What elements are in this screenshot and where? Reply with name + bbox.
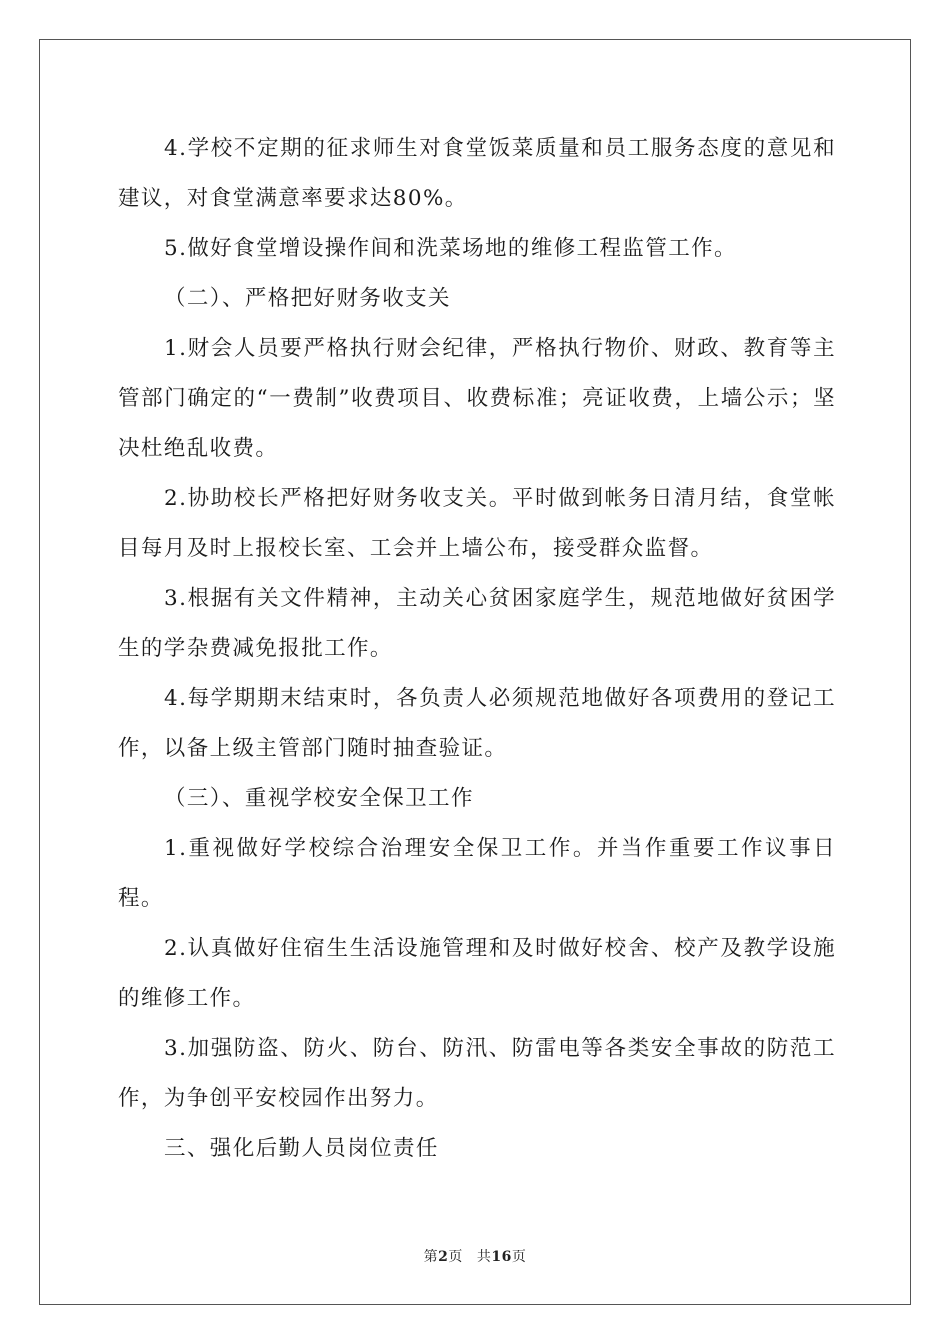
footer-total-prefix: 共	[476, 1249, 492, 1265]
section-heading-finance: （二）、严格把好财务收支关	[164, 286, 451, 311]
section-heading-logistics: 三、强化后勤人员岗位责任	[164, 1136, 439, 1161]
paragraph-finance-assist: 2.协助校长严格把好财务收支关。平时做到帐务日清月结，食堂帐目每月及时上报校长室、工会并上墙公布，接受群众监督。	[118, 486, 836, 561]
paragraph-accident-prevention: 3.加强防盗、防火、防台、防汛、防雷电等各类安全事故的防范工作，为争创平安校园作出努力。	[118, 1036, 836, 1111]
footer-page-number: 2	[438, 1249, 449, 1265]
footer-total-pages: 16	[491, 1249, 512, 1265]
paragraph-canteen-feedback: 4.学校不定期的征求师生对食堂饭菜质量和员工服务态度的意见和建议，对食堂满意率要求达80%。	[118, 136, 836, 211]
paragraph-poor-students: 3.根据有关文件精神，主动关心贫困家庭学生，规范地做好贫困学生的学杂费减免报批工作。	[118, 586, 836, 661]
section-heading-safety: （三）、重视学校安全保卫工作	[164, 786, 474, 811]
paragraph-canteen-repair: 5.做好食堂增设操作间和洗菜场地的维修工程监管工作。	[164, 236, 737, 261]
footer-total-suffix: 页	[511, 1249, 527, 1265]
page-footer	[0, 1246, 950, 1266]
paragraph-finance-discipline: 1.财会人员要严格执行财会纪律，严格执行物价、财政、教育等主管部门确定的“一费制”收费项目、收费标准；亮证收费，上墙公示；坚决杜绝乱收费。	[118, 336, 836, 461]
paragraph-dorm-facilities: 2.认真做好住宿生生活设施管理和及时做好校舍、校产及教学设施的维修工作。	[118, 936, 836, 1011]
paragraph-fee-registration: 4.每学期期末结束时，各负责人必须规范地做好各项费用的登记工作，以备上级主管部门随时抽查验证。	[118, 686, 836, 761]
footer-page-prefix: 第	[423, 1249, 439, 1265]
paragraph-safety-priority: 1.重视做好学校综合治理安全保卫工作。并当作重要工作议事日程。	[118, 836, 836, 911]
footer-page-suffix: 页	[448, 1249, 463, 1265]
